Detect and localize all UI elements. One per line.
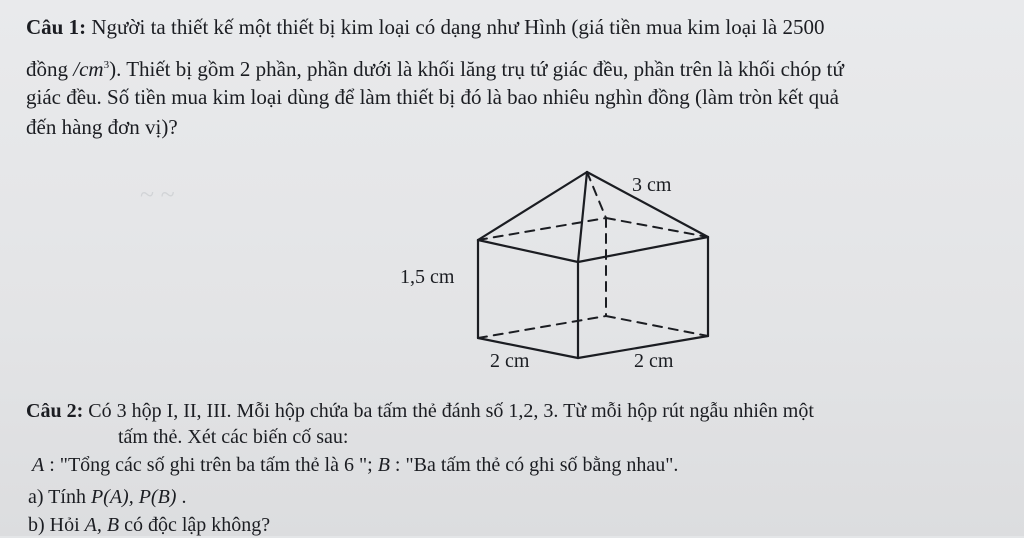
q1-text-1: Người ta thiết kế một thiết bị kim loại có dạng như Hình (giá tiền mua kim loại là 2500 [91, 15, 825, 39]
q2-part-a-end: . [176, 486, 187, 508]
pyramid-edge-front-right [578, 172, 587, 262]
bottom-edge-back-right-hidden [606, 316, 708, 336]
q2-part-b-end: có độc lập không? [119, 514, 271, 536]
q1-unit-exponent: 3 [103, 59, 110, 71]
q1-line-3 [26, 84, 839, 110]
q2-part-b-text: b) Hỏi [28, 514, 85, 536]
q1-line-4 [26, 114, 178, 140]
q1-unit: /cm [73, 57, 104, 81]
q2-part-b-math: A, B [84, 514, 120, 536]
q1-text-3: giác đều. Số tiền mua kim loại dùng để làm thiết bị đó là bao nhiêu nghìn đồng (làm tròn kết quả [26, 85, 840, 109]
q2-label: Câu 2: [26, 400, 84, 422]
label-base-edge-right: 2 cm [634, 350, 674, 372]
top-edge-front [478, 240, 578, 262]
top-edge-back-right-hidden [606, 218, 708, 237]
q1-label: Câu 1: [26, 15, 87, 39]
prism-pyramid-figure [380, 160, 720, 380]
q2-text-2: tấm thẻ. Xét các biến cố sau: [118, 426, 349, 448]
q2-line-4 [28, 484, 186, 510]
q2-line-1 [26, 398, 814, 424]
label-prism-height: 1,5 cm [400, 266, 455, 288]
label-pyramid-height: 3 cm [632, 174, 672, 196]
q2-line-2 [118, 424, 348, 450]
q1-text-2a: đồng [26, 57, 74, 81]
q2-text-1: Có 3 hộp I, II, III. Mỗi hộp chứa ba tấm thẻ đánh số 1,2, 3. Từ mỗi hộp rút ngẫu nhiên một [88, 400, 814, 422]
label-base-edge-left: 2 cm [490, 350, 530, 372]
q1-text-2b: ). Thiết bị gồm 2 phần, phần dưới là khối lăng trụ tứ giác đều, phần trên là khối chóp tứ [109, 57, 844, 81]
q1-line-1 [26, 14, 825, 40]
q2-part-a-math: P(A), P(B) [90, 486, 177, 508]
q2-event-a-desc: : "Tổng các số ghi trên ba tấm thẻ là 6 "; [44, 454, 378, 476]
top-edge-right [578, 237, 708, 262]
q2-part-a-text: a) Tính [28, 486, 91, 508]
q1-text-4: đến hàng đơn vị)? [26, 115, 178, 139]
q2-event-a: A [32, 454, 45, 476]
pyramid-edge-back-hidden [587, 172, 606, 218]
q1-line-2 [26, 52, 844, 82]
bottom-edge-back-left-hidden [478, 316, 606, 338]
q2-line-5 [28, 512, 270, 538]
q2-line-3 [32, 452, 678, 478]
q2-event-b-desc: : "Ba tấm thẻ có ghi số bằng nhau". [389, 454, 679, 476]
q2-event-b: B [377, 454, 390, 476]
